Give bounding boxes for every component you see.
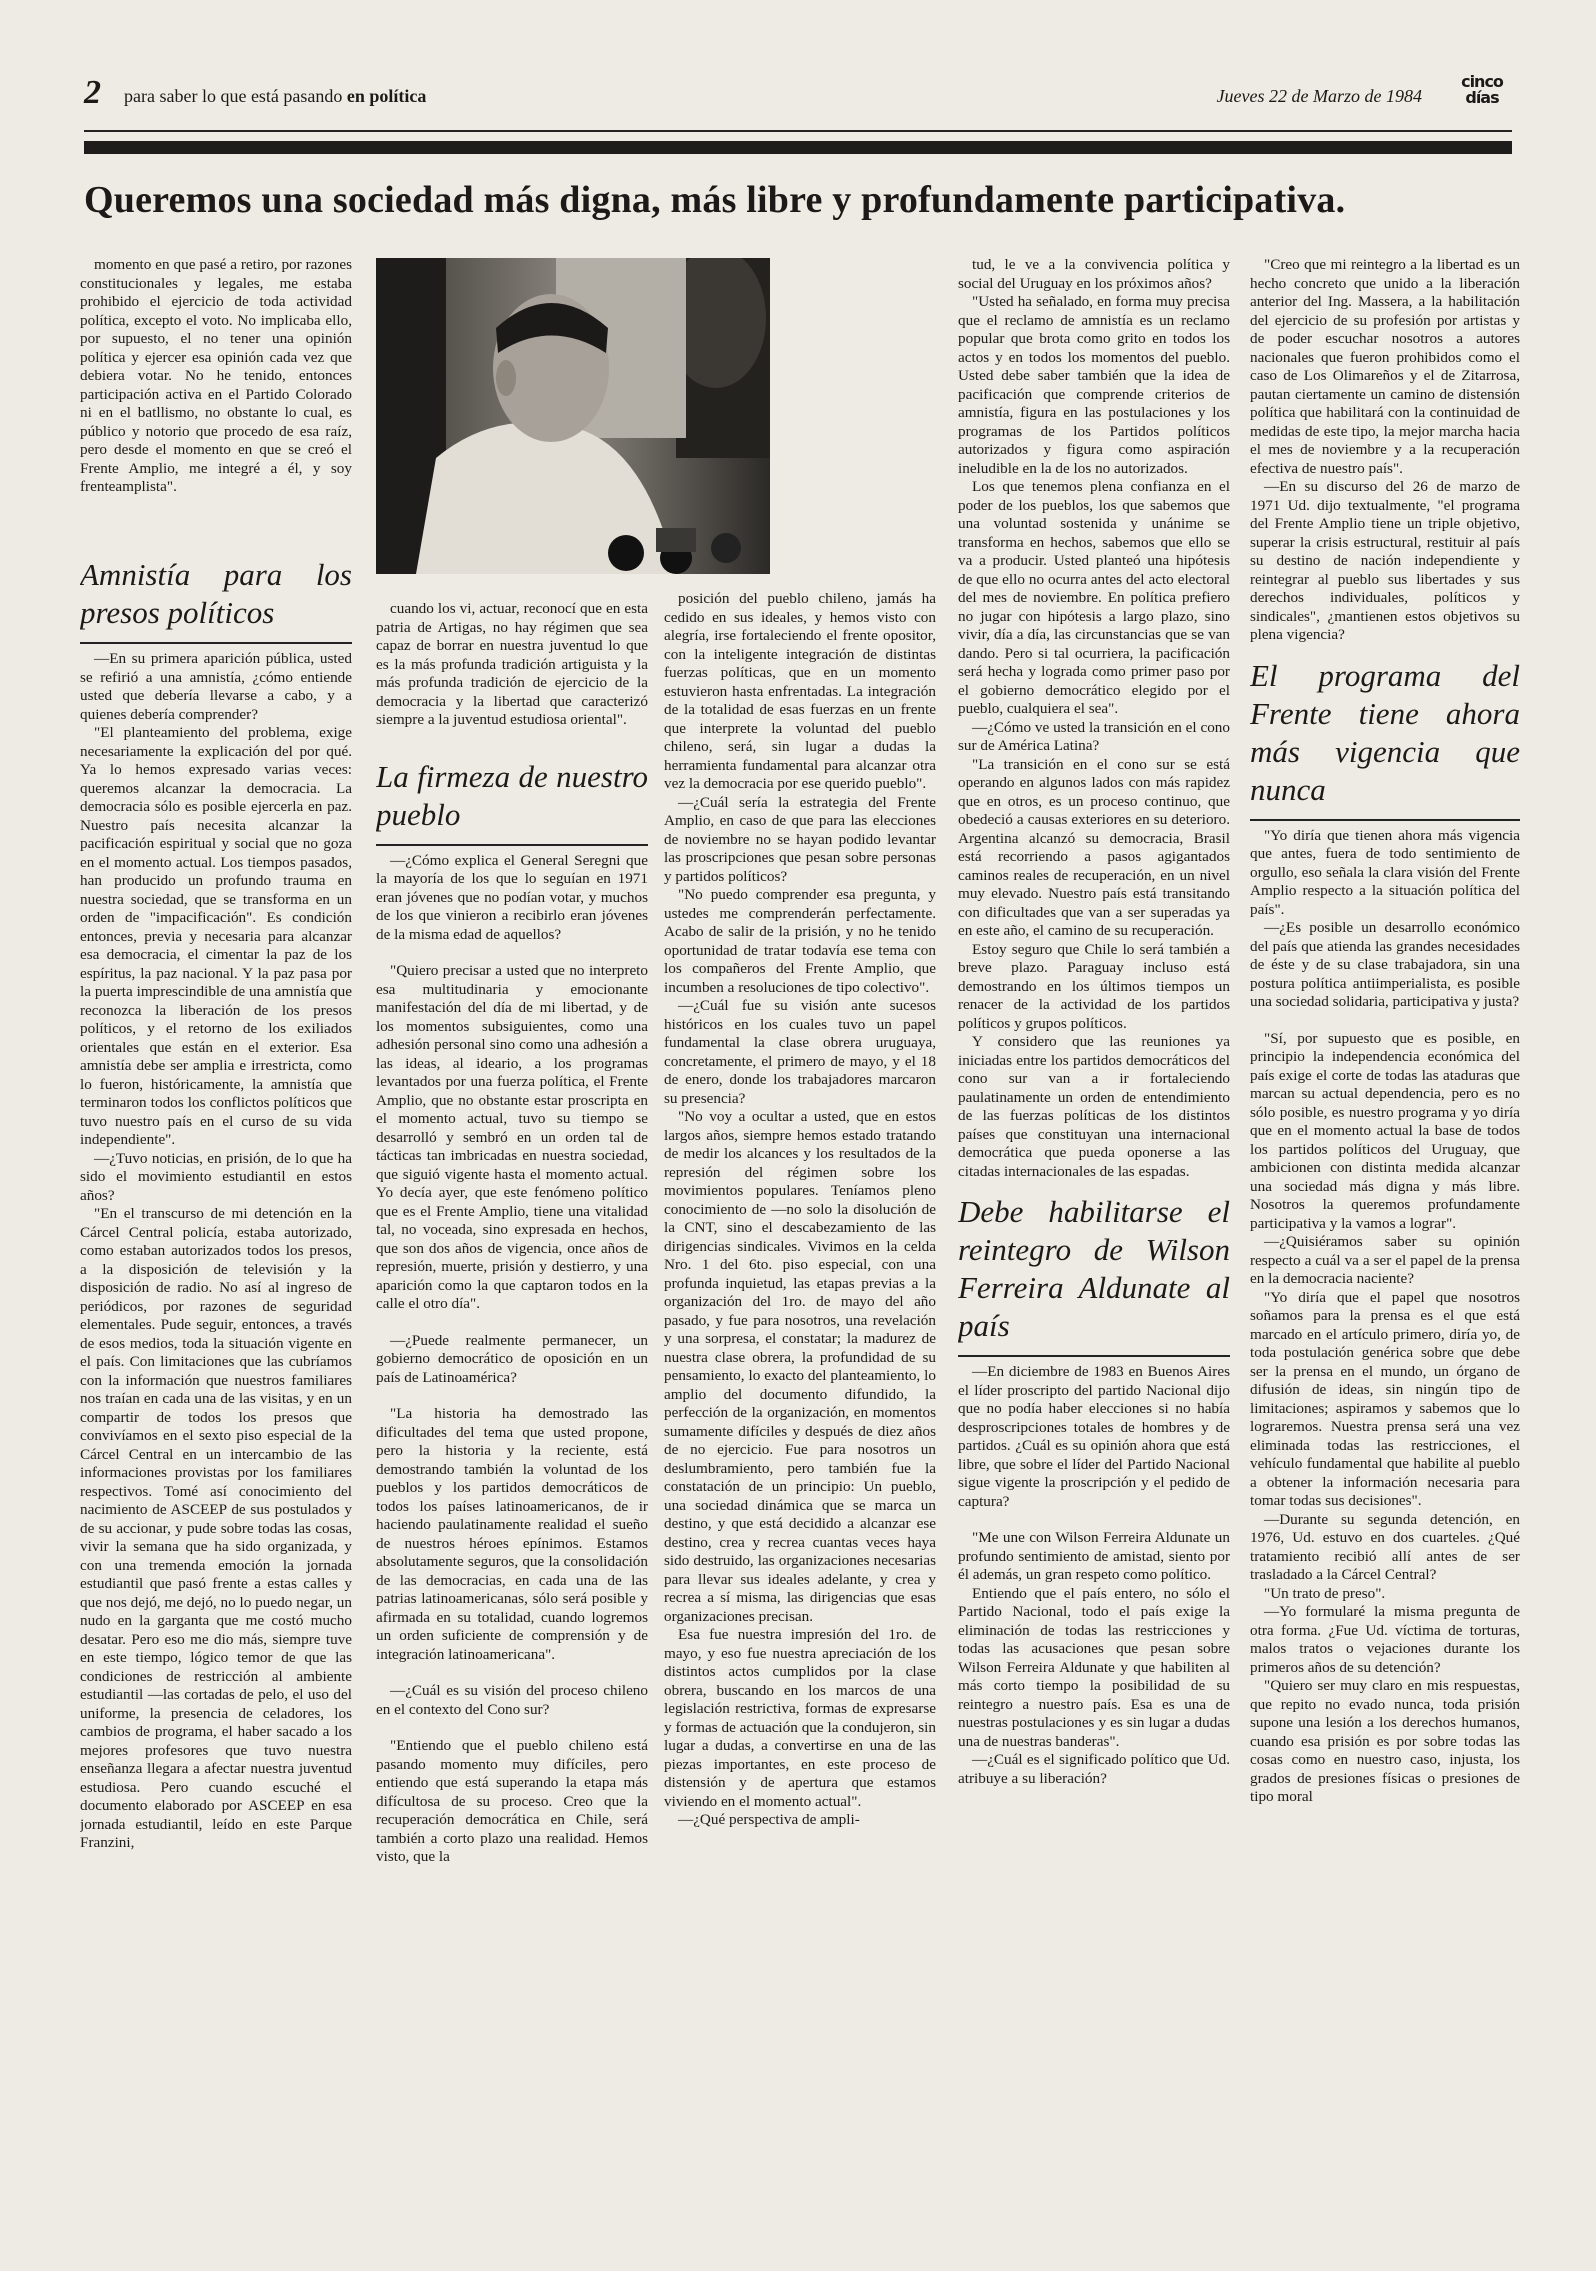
col3-paragraph: —¿Cuál fue su visión ante sucesos históricos en los cuales tuvo un papel fundamental la clase obrera uruguaya, concretamente, el primero de mayo, y el 18 de enero, donde los trabajadores marcaron su presencia? [664,997,936,1107]
col4-paragraph: —¿Cuál es el significado político que Ud. atribuye a su liberación? [958,1751,1230,1787]
col3-paragraph: posición del pueblo chileno, jamás ha cedido en sus ideales, y hemos visto con alegría, irse fortaleciendo el frente opositor, con la inteligente integración de distintas fuerzas políticas, que en un momento estuvieron hasta enfrentadas. La integración de la totalidad de esas fuerzas en un frente que interprete la voluntad del pueblo chileno, será, sin lugar a dudas la herramienta fundamental para alcanzar otra vez la democracia por ese querido pueblo". [664,590,936,792]
col5-paragraph: —¿Quisiéramos saber su opinión respecto a cuál va a ser el papel de la prensa en la democracia naciente? [1250,1233,1520,1287]
col2-paragraph: "Entiendo que el pueblo chileno está pasando momento muy difíciles, pero entiendo que está superando la etapa más difícultosa de su proceso. Creo que la recuperación democrática en Chile, será también a corto plazo una realidad. Hemos visto, que la [376,1737,648,1865]
col2-intro: cuando los vi, actuar, reconocí que en esta patria de Artigas, no hay régimen que sea capaz de borrar en nuestra juventud lo que es la más profunda tradición artiguista y la más profunda tradición de ejercicio de la democracia y la libertad que caracterizó siempre a la juventud estudiosa oriental". [376,600,648,728]
col4-paragraph: "La transición en el cono sur se está operando en algunos lados con más rapidez que en otros, es un proceso continuo, que obedeció a causas exteriores en su deterioro. Argentina alcanzó su democracia, Brasil está recorriendo a pasos agigantados caminos reales de recuperación, en un nivel muy elevado. Nuestro país está transitando con dificultades que van a ser superadas ya en este año, el camino de su recuperación. [958,755,1230,939]
logo-line-2: días [1465,88,1499,107]
photo-press-conference [376,258,770,574]
col5-paragraph: "Sí, por supuesto que es posible, en principio la independencia económica del país exige el corte de todas las ataduras que marcan su actual dependencia, pero es no sólo posible, es nuestro programa y yo diría que en el momento actual la base de todos los partidos políticos del Uruguay, que ambicionen con distinta medida alcanzar una sociedad más digna y más libre. Nosotros la queremos profundamente participativa y la vamos a lograr". [1250,1029,1520,1232]
col3-paragraph: Esa fue nuestra impresión del 1ro. de mayo, y eso fue nuestra apreciación de los distintos actos cumplidos por la clase obrera, buscando en los marcos de una legislación restrictiva, formas de expresarse y formas de actuación que la condujeron, sin lugar a dudas, a convertirse en una de las piezas importantes, en este proceso de distensión y de apertura que estamos viviendo en el momento actual". [664,1626,936,1810]
col5-paragraph: "Creo que mi reintegro a la libertad es un hecho concreto que unido a la liberación anterior del Ing. Massera, a la habilitación del ejercicio de su profesión por artistas y de poder escuchar nosotros a autores nacionales que fueron prohibidos como el caso de Los Olimareños y el de Zitarrosa, pautan ciertamente un camino de distensión política que habilitará con la continuidad de medidas de este tipo, la mejor marcha hacia el mes de noviembre y a la recuperación efectiva de nuestro país". [1250,256,1520,477]
col3-paragraph: —¿Cuál sería la estrategia del Frente Amplio, en caso de que para las elecciones de noviembre no se hayan podido levantar las proscripciones que pesan sobre personas y partidos políticos? [664,793,936,885]
subhead-firmeza: La firmeza de nuestro pueblo [376,758,648,832]
col4-paragraph: "Usted ha señalado, en forma muy precisa que el reclamo de amnistía es un reclamo popular que brota como grito en todos los actos y en todos los momentos del pueblo. Usted debe saber también que la idea de pacificación que comprende criterios de amnistía, figura en las postulaciones y los programas de los Partidos políticos autorizados y figura como aspiración ineludible en la de los no autorizados. [958,293,1230,477]
section-label [124,86,426,107]
col4-paragraph: "Me une con Wilson Ferreira Aldunate un profundo sentimiento de amistad, siento por él además, un gran respeto como político. [958,1529,1230,1583]
subhead-rule [80,642,352,644]
column-1-section [80,556,352,1853]
photo-image [376,258,770,574]
col1-intro: momento en que pasé a retiro, por razones constitucionales y legales, me estaba prohibido el ejercicio de toda actividad política, excepto el voto. No implicaba ello, por supuesto, el no tener una opinión política y ejercer esa opinión cada vez que debiera votar. No he tenido, entonces participación activa en el Partido Colorado ni en el batllismo, no obstante lo cual, es público y notorio que procedo de esa raíz, pero desde el momento en que se creó el Frente Amplio, me integré a él, y soy frenteamplista". [80,256,352,495]
subhead-programa: El programa del Frente tiene ahora más vigencia que nunca [1250,657,1520,807]
col4-paragraph: Estoy seguro que Chile lo será también a breve plazo. Paraguay incluso está demostrando en los últimos tiempos un renacer de la actividad de los partidos políticos y grupos políticos. [958,940,1230,1032]
column-1 [80,256,352,497]
headline: Queremos una sociedad más digna, más libre y profundamente participativa. [84,179,1346,221]
subhead-amnistia: Amnistía para los presos políticos [80,557,352,630]
page-number: 2 [84,74,101,111]
col2-paragraph: "La historia ha demostrado las dificultades del tema que usted propone, pero la historia y la reciente, está demostrando también la voluntad de los pueblos y los partidos democráticos de todos los países latinoamericanos, de ir haciendo paulatinamente realidad el sueño de nuestros héroes epínimos. Estamos absolutamente seguros, que la consolidación de las democracias, en cada una de las patrias latinoamericanas, sólo será posible y afirmada en su totalidad, cuando logremos un orden suficiente de comprensión y de integración latinoamericana". [376,1405,648,1663]
col2-paragraph: —¿Cuál es su visión del proceso chileno en el contexto del Cono sur? [376,1682,648,1718]
column-5 [1250,256,1520,2246]
col4-paragraph: —En diciembre de 1983 en Buenos Aires el líder proscripto del partido Nacional dijo que no podía haber elecciones si no había desproscripciones totales de hombres y de partidos. ¿Cuál es su opinión ahora que está libre, que sobre el líder del Partido Nacional sigue vigente la proscripción y el pedido de captura? [958,1363,1230,1510]
page-header [84,72,1512,122]
header-rule-thin [84,130,1512,132]
col3-paragraph: "No puedo comprender esa pregunta, y ustedes me comprenderán perfectamente. Acabo de salir de la prisión, y no he tenido oportunidad de tratar todavía ese tema con los compañeros del Frente Amplio, que incumben a resoluciones de tipo colectivo". [664,886,936,996]
col5-paragraph: —¿Es posible un desarrollo económico del país que atienda las grandes necesidades de éste y de su clase trabajadora, sin una postura política antiimperialista, es posible una sociedad solidaria, participativa y justa? [1250,919,1520,1010]
logo-line-1: cinco [1461,72,1503,91]
column-3 [664,590,936,2240]
col4-paragraph: Los que tenemos plena confianza en el poder de los pueblos, los que sabemos que una voluntad sostenida y unánime se transforma en hechos, sabemos que ello se va a producir. Usted planteó una hipótesis de que ello no ocurra antes del acto electoral del mes de noviembre. En política prefiero no jugar con hipótesis a largo plazo, sino vivir, día a día, las circunstancias que se van dando. Pero si tal ocurriera, la pacificación será hecha y lograda como primer paso por el gobierno democrático elegido por el pueblo, cualquiera el sea". [958,478,1230,717]
header-rule-thick [84,141,1512,154]
col4-paragraph: Y considero que las reuniones ya iniciadas entre los partidos democráticos del cono sur van a ir fortaleciendo paulatinamente un orden de entendimiento de las fuerzas políticas de los distintos países que constituyan una internacional democrática que pueda oponerse a las citadas internacionales de las espadas. [958,1033,1230,1180]
col5-paragraph: —Durante su segunda detención, en 1976, Ud. estuvo en dos cuarteles. ¿Qué tratamiento recibió allí antes de ser trasladado a la Cárcel Central? [1250,1510,1520,1583]
col2-paragraph: —¿Cómo explica el General Seregni que la mayoría de los que lo seguían en 1971 eran jóvenes que no podían votar, y muchos de los que vinieron a recibirlo eran jóvenes de la misma edad de aquellos? [376,851,648,943]
section-prefix: para saber lo que está pasando [124,86,343,106]
col3-paragraph: —¿Qué perspectiva de ampli- [678,1811,860,1828]
col3-paragraph: "No voy a ocultar a usted, que en estos largos años, siempre hemos estado tratando de medir los alcances y los resultados de la represión del régimen sobre los movimientos populares. Teníamos pleno conocimiento de —no solo la disolución de la CNT, sino el descabezamiento de las dirigencias sindicales. Vivimos en la celda Nro. 1 del 6to. piso especial, con una profunda inquietud, las etapas previas a la organización del 1ro. de mayo del año pasado, y fue para nosotros, una revelación y una sorpresa, el constatar; la madurez de nuestra clase obrera, la profundidad de su pensamiento, lo exacto del planteamiento, lo amplio del documento difundido, la perfección de la organización, en momentos sumamente difíciles y después de diez años de no ejercicio. Fue para nosotros un deslumbramiento, pero también fue la constatación de un principio: Un pueblo, una sociedad dinámica que se marca un destino, y que está decidido a alcanzar ese destino, crea y recrea cuantas veces haya sido destruido, las organizaciones necesarias para llevar sus ideales adelante, y crea y recrea a sí misma, las dirigencias que esas organizaciones precisan. [664,1108,936,1625]
col2-paragraph: "Quiero precisar a usted que no interpreto esa multitudinaria y emocionante manifestación del día de mi libertad, y de los momentos subsiguientes, como una adhesión personal sino como una adhesión a las ideas, al ideario, a los programas levantados por una fuerza política, el Frente Amplio, que no obstante estar proscripta en el momento actual, tuvo su tiempo se desarrolló y sembró en un orden tal de tácticas tan imbricadas en nuestra sociedad, que siguió vigente hasta el momento actual. Yo decía ayer, que este fenómeno político que es el Frente Amplio, tiene una vitalidad tal, no voceada, sino expresada en hechos, que son dos años de vigencia, once años de represión, muerte, prisión y destierro, y una aparición como la que captaron todos en la calle el otro día". [376,962,648,1312]
col2-paragraph: —¿Puede realmente permanecer, un gobierno democrático de oposición en un país de Latinoamérica? [376,1331,648,1386]
col1-paragraph: "El planteamiento del problema, exige necesariamente la explicación del por qué. Ya lo hemos expresado varias veces: queremos alcanzar la democracia. La democracia sólo es posible ejercerla en paz. Nuestro país necesita alcanzar la pacificación espiritual y social que no goza en el momento actual. Los tiempos pasados, han producido un profundo trauma en nuestra sociedad, que se transforma en un orden de "impacificación". Es condición entonces, previa y necesaria para alcanzar esa democracia, el cimentar la paz de los espíritus, la paz nacional. Y la paz pasa por la puerta imprescindible de una amnistía que reconozca la liberación de los presos políticos, y el retorno de los exiliados orientales que están en el exterior. Esa amnistía debe ser amplia e irrestricta, como lo fueron, históricamente, la amnistía que terminaron todos los conflictos políticos que tuvo nuestro país en el curso de su vida independiente". [80,724,352,1148]
col4-paragraph: tud, le ve a la convivencia política y social del Uruguay en los próximos años? [958,256,1230,292]
col5-paragraph: —Yo formularé la misma pregunta de otra forma. ¿Fue Ud. víctima de torturas, malos tratos o vejaciones durante los primeros años de su detención? [1250,1603,1520,1676]
col5-paragraph: "Un trato de preso". [1264,1584,1386,1602]
subhead-rule [1250,819,1520,821]
column-2 [376,600,648,2240]
col5-paragraph: "Quiero ser muy claro en mis respuestas, que repito no evado nunca, toda prisión supone una lesión a los derechos humanos, cuando esa prisión es por sobre todas las cosas como en nuestro caso, injusta, los grados de presiones físicas o presiones de tipo moral [1250,1677,1520,1805]
issue-date: Jueves 22 de Marzo de 1984 [1216,86,1422,106]
subhead-rule [958,1355,1230,1357]
masthead-logo [1452,74,1512,106]
subhead-rule [376,844,648,846]
section-name: en política [346,86,427,106]
col5-paragraph: "Yo diría que tienen ahora más vigencia que antes, fuera de todo sentimiento de orgullo, eso señala la clara visión del Frente Amplio respecto a la situación política del país". [1250,826,1520,918]
col4-paragraph: —¿Cómo ve usted la transición en el cono sur de América Latina? [958,718,1230,754]
col1-paragraph: "En el transcurso de mi detención en la Cárcel Central policía, estaba autorizado, como estaban autorizados todos los presos, a la disposición de televisión y la disposición de radio. No así al ingreso de periódicos, por razones de seguridad elementales. Pude seguir, entonces, a través de esos medios, toda la situación vigente en el país. Con limitaciones que las cubríamos con la información que nuestros familiares nos traían en cada una de las visitas, y en un compartir de todos los presos que convivíamos en el sexto piso especial de la Cárcel Central en un intercambio de las informaciones provistas por los familiares respectivos. Tomé así conocimiento del nacimiento de ASCEEP de sus postulados y de su accionar, y pude sobre todas las cosas, vivir la semana que ha sido organizada, y con una tremenda emoción la jornada estudiantil que pasó frente a estas calles y que nos dejó, me dejó, no lo puedo negar, un nudo en la garganta que me costó mucho desatar. Pero eso me dio más, siempre tuve en este tiempo, lógico temor de que las condiciones de restricción al ambiente estudiantil —las cortadas de pelo, el uso del uniforme, la presencia de celadores, los cambios de programa, el haber sacado a los mejores profesores que tuvo nuestra enseñanza llegara a afectar nuestra juventud estudiosa. Pero cuando escuché el documento elaborado por ASCEEP en esa jornada estudiantil, leído en este Parque Franzini, [80,1205,352,1851]
column-4 [958,256,1230,2246]
col5-paragraph: —En su discurso del 26 de marzo de 1971 Ud. dijo textualmente, "el programa del Frente Amplio tiene un triple objetivo, superar la crisis estructural, restituir al país su destino de nación independiente y reintegrar al pueblo sus libertades y sus derechos individuales, políticos y sindicales", ¿mantienen estos objetivos su plena vigencia? [1250,478,1520,643]
col1-paragraph: —En su primera aparición pública, usted se refirió a una amnistía, ¿cómo entiende usted que debería llevarse a cabo, y a quienes debería comprender? [80,650,352,723]
col5-paragraph: "Yo diría que el papel que nosotros soñamos para la prensa es el que está marcado en el artículo primero, diría yo, de toda postulación genérica sobre que debe ser la prensa en el mundo, un órgano de difusión de ideas, sin ningún tipo de limitaciones; aspiramos y sabemos que lo lograremos. Nuestra prensa será una vez eliminada todas las restricciones, el vehículo fundamental que habilite al pueblo a obtener la información necesaria para tomar todas sus decisiones". [1250,1288,1520,1509]
col1-paragraph: —¿Tuvo noticias, en prisión, de lo que ha sido el movimiento estudiantil en estos años? [80,1149,352,1204]
subhead-wilson: Debe habilitarse el reintegro de Wilson Ferreira Aldunate al país [958,1194,1230,1343]
col4-paragraph: Entiendo que el país entero, no sólo el Partido Nacional, todo el país exige la eliminación de todas las restricciones y todas las acusaciones que pesan sobre Wilson Ferreira Aldunate y que habiliten al más corto tiempo la posibilidad de su reintegro a nuestro país. Esa es una de nuestras postulaciones y es sin lugar a dudas una de nuestras banderas". [958,1584,1230,1750]
